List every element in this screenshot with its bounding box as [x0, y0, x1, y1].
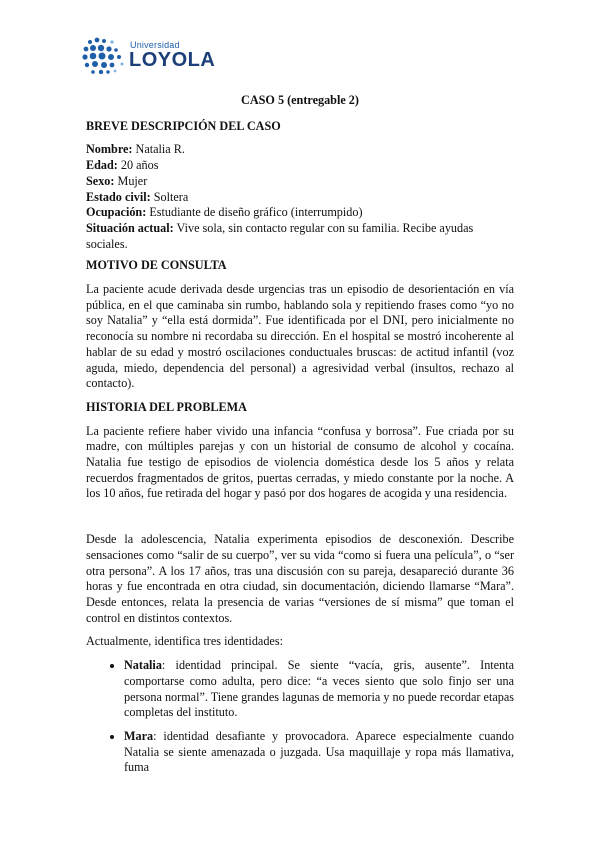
info-row-nombre: Nombre: Natalia R.: [86, 142, 185, 157]
logo-university-text: Universidad: [130, 40, 180, 50]
section-heading-breve: BREVE DESCRIPCIÓN DEL CASO: [86, 118, 281, 133]
identity-item-natalia: • Natalia: identidad principal. Se siente “vacía, gris, ausente”. Intenta comportarse como adulta, pero dice: “a veces siento que solo finjo ser una persona normal”. Tiene grandes lagunas de memoria y no puede recordar etapas completas del instituto.: [124, 658, 514, 721]
section-heading-historia: HISTORIA DEL PROBLEMA: [86, 399, 247, 414]
info-row-estado-civil: Estado civil: Soltera: [86, 189, 189, 204]
historia-paragraph-1: La paciente refiere haber vivido una infancia “confusa y borrosa”. Fue criada por su madre, con múltiples parejas y con un historial de consumo de alcohol y cocaína. Natalia fue testigo de episodios de violencia doméstica desde los 5 años y relata recuerdos fragmentados de gritos, puertas cerradas, y miedo constante por la noche. A los 10 años, fue retirada del hogar y pasó por dos hogares de acogida y una residencia.: [86, 423, 514, 501]
identidades-intro: Actualmente, identifica tres identidades:: [86, 634, 283, 649]
patient-info: [86, 142, 514, 252]
info-row-edad: Edad: 20 años: [86, 158, 159, 173]
paragraph-gap: [86, 510, 514, 532]
info-row-sexo: Sexo: Mujer: [86, 173, 148, 188]
info-row-ocupacion: Ocupación: Estudiante de diseño gráfico (interrumpido): [86, 205, 363, 220]
identity-list: [86, 658, 514, 776]
logo-dots-icon: [82, 36, 126, 76]
info-row-situacion: Situación actual: Vive sola, sin contacto regular con su familia. Recibe ayudas sociales.: [86, 220, 474, 251]
case-title: CASO 5 (entregable 2): [241, 93, 359, 107]
document-body: [86, 93, 514, 784]
historia-paragraph-2: Desde la adolescencia, Natalia experimenta episodios de desconexión. Describe sensaciones como “salir de su cuerpo”, ver su vida “como si fuera una película”, o “ser otra persona”. A los 17 años, tras una discusión con su pareja, desapareció durante 36 horas y fue encontrada en otra ciudad, sin documentación, diciendo llamarse “Mara”. Desde entonces, relata la presencia de varias “versiones de sí misma” que toman el control en distintos contextos.: [86, 532, 514, 625]
section-heading-motivo: MOTIVO DE CONSULTA: [86, 258, 227, 273]
identity-item-mara: • Mara: identidad desafiante y provocadora. Aparece especialmente cuando Natalia se siente amenazada o juzgada. Usa maquillaje y ropa más llamativa, fuma: [124, 729, 514, 776]
university-logo: [82, 34, 242, 76]
logo-name-text: LOYOLA: [129, 49, 216, 71]
motivo-paragraph: La paciente acude derivada desde urgencias tras un episodio de desorientación en vía pública, en el que caminaba sin rumbo, hablando sola y repitiendo frases como “yo no soy Natalia” y “ella está dormida”. Fue identificada por el DNI, pero inicialmente no reconocía su nombre ni recordaba su dirección. En el hospital se mostró incoherente al hablar de su edad y mostró oscilaciones conductuales bruscas: de actitud infantil (voz aguda, miedo, dependencia del personal) a agresividad verbal (insultos, rechazo al contacto).: [86, 282, 514, 391]
